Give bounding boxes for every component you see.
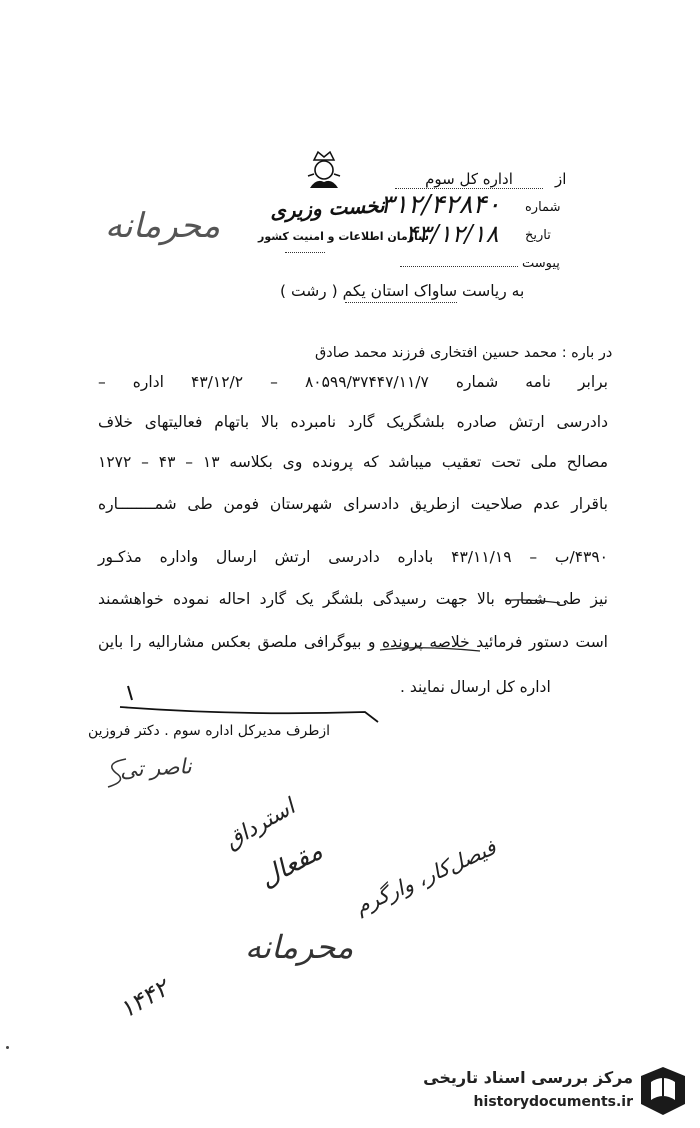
watermark-site: historydocuments.ir bbox=[473, 1094, 633, 1110]
body-line-7: است دستور فرمائید خلاصه پرونده و بیوگرافی ملصق بعکس مشارالیه را باین bbox=[98, 633, 608, 651]
date-value: ۴۳/۱۲/۱۸ bbox=[405, 220, 499, 248]
handwritten-note-1: استرداق bbox=[220, 794, 300, 855]
archive-logo-icon bbox=[637, 1064, 689, 1118]
classification-stamp-top: محرمانه bbox=[105, 206, 221, 246]
signatory-title: ازطرف مدیرکل اداره سوم . دکتر فروزین bbox=[88, 723, 330, 739]
body-line-3: مصالح ملی تحت تعقیب میباشد که پرونده وی بکلاسه ۱۳ – ۴۳ – ۱۲۷۲ bbox=[98, 453, 609, 471]
date-label: تاریخ bbox=[525, 228, 551, 243]
from-label: از bbox=[555, 170, 567, 188]
body-line-2: دادرسی ارتش صادره بلشگریک گارد نامبرده بالا باتهام فعالیتهای خلاف bbox=[98, 413, 608, 431]
number-value: ۳۱۲/۴۲۸۴۰ bbox=[380, 190, 501, 220]
body-line-5: ۴۳۹۰/ب – ۴۳/۱۱/۱۹ باداره دادرسی ارتش ارسال واداره مذکـور bbox=[98, 548, 608, 566]
watermark bbox=[420, 1060, 695, 1122]
from-value: اداره کل سوم bbox=[395, 170, 543, 189]
signature-scrawl: ناصر تی bbox=[119, 754, 193, 782]
body-line-4: باقرار عدم صلاحیت ازطریق دادسرای شهرستان فومن طی شمــــــــاره bbox=[98, 495, 608, 513]
body-line-8: اداره کل ارسال نمایند . bbox=[400, 678, 551, 696]
body-line-1: برابر نامه شماره ۸۰۵۹۹/۳۷۴۴۷/۱۱/۷ – ۴۳/۱۲/۲ اداره – bbox=[98, 373, 609, 391]
body-line-6: نیز طی شماره بالا جهت رسیدگی بلشگر یک گارد احاله نموده خواهشمند bbox=[98, 590, 608, 608]
watermark-org-name: مرکز بررسی اسناد تاریخی bbox=[423, 1068, 633, 1087]
classification-stamp-bottom: محرمانه bbox=[245, 928, 354, 966]
agency-subtitle: سازمان اطلاعات و امنیت کشور bbox=[258, 230, 429, 243]
attachment-label: پیوست bbox=[522, 256, 560, 271]
handwritten-note-3: فیصل‌کار، وارگرم bbox=[351, 835, 500, 919]
subject: در باره : محمد حسین افتخاری فرزند محمد صادق bbox=[315, 345, 613, 361]
archive-number: ۱۴۴۲ bbox=[114, 973, 174, 1025]
signature-flourish bbox=[96, 755, 136, 791]
addressee: به ریاست ساواک استان یکم ( رشت ) bbox=[280, 282, 525, 300]
agency-title: نخست وزیری bbox=[269, 193, 386, 223]
handwritten-note-2: مقعال bbox=[254, 836, 328, 894]
number-label: شماره bbox=[525, 200, 561, 215]
paper-speck bbox=[6, 1046, 9, 1049]
